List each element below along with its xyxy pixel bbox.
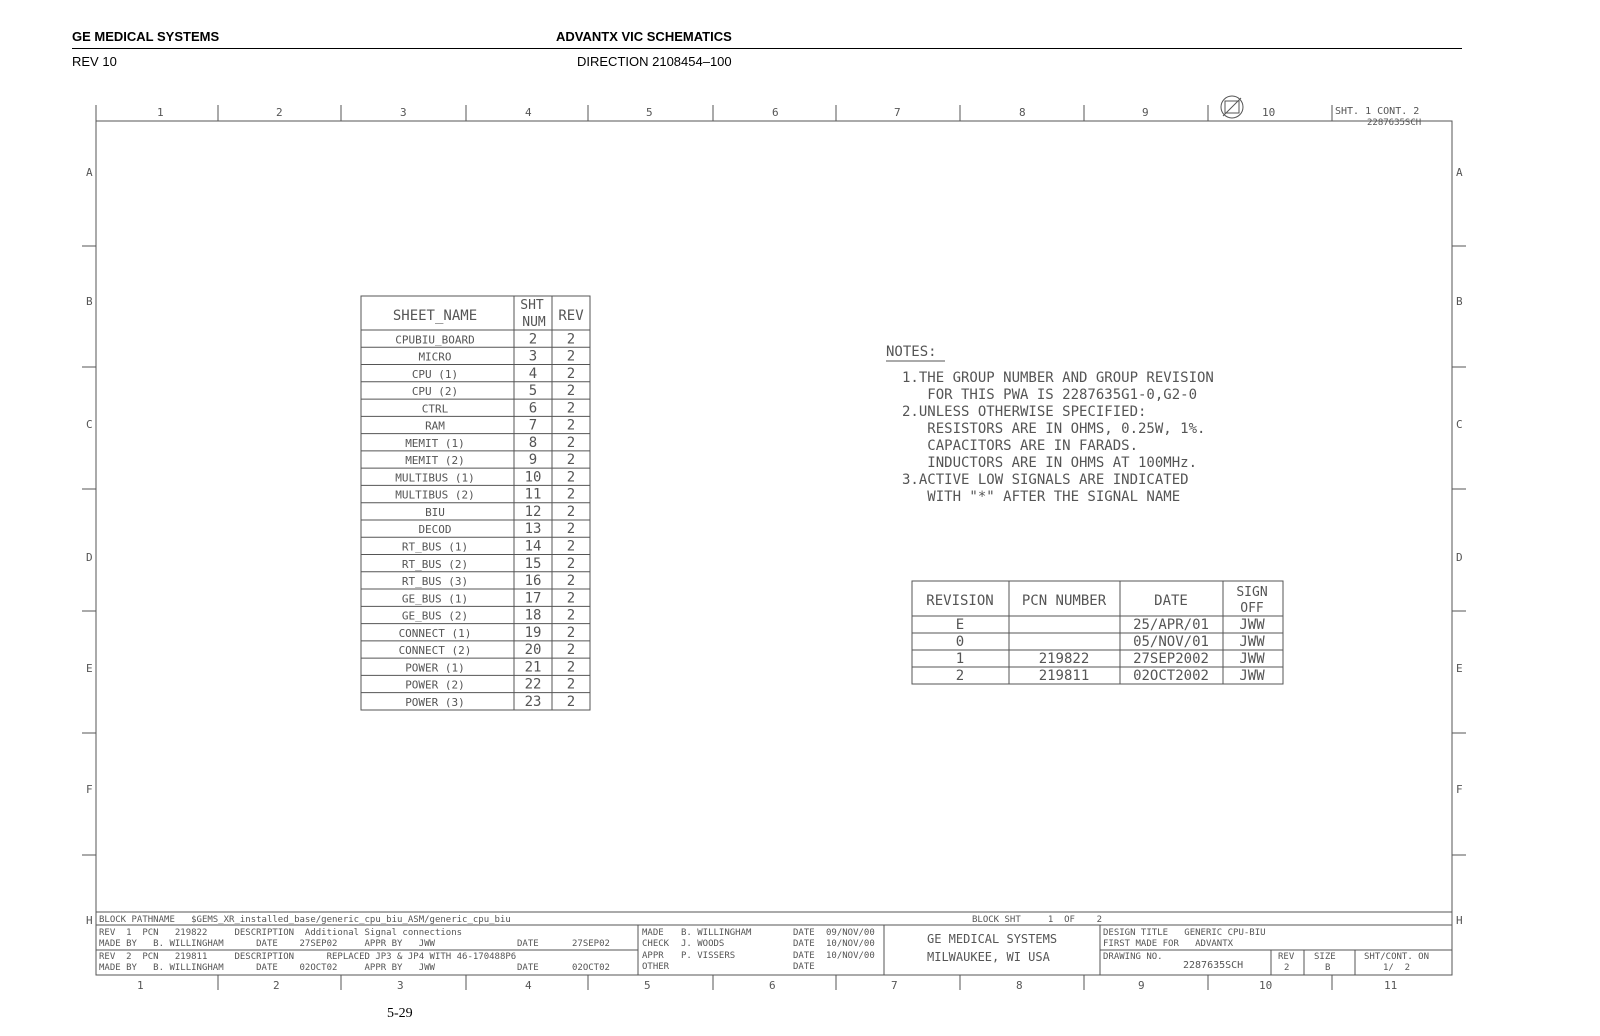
col-label: 7 [891,979,898,992]
revision-cell: E [955,617,965,633]
approval-date-label: DATE [793,928,815,938]
sheet-num-cell: 2 [528,331,538,348]
sign-off-cell: JWW [1239,617,1265,633]
sheet-rev-cell: 2 [566,417,576,434]
pcn-number-header: PCN NUMBER [1021,593,1107,609]
sheet-name-header: SHEET_NAME [392,308,478,324]
row-label: C [86,418,93,431]
date-header: DATE [1154,593,1188,609]
sheet-rev-cell: 2 [566,555,576,572]
num-header: NUM [522,315,546,330]
note-line: 1.THE GROUP NUMBER AND GROUP REVISION [902,370,1214,386]
col-label: 11 [1384,979,1398,992]
sheet-name-cell: CONNECT (2) [398,644,472,658]
col-label: 9 [1138,979,1145,992]
rev1-date: 27SEP02 [572,939,610,949]
col-label: 1 [157,106,164,119]
sheet-name-cell: CPU (1) [411,367,459,381]
sheet-name-cell: POWER (2) [405,678,465,692]
sheet-rev-cell: 2 [566,590,576,607]
first-made-for: FIRST MADE FOR ADVANTX [1103,939,1234,949]
sheet-name-cell: POWER (1) [405,661,465,675]
drawing-reference: 2287635SCH [1367,118,1422,128]
col-label: 2 [276,106,283,119]
sheet-rev-cell: 2 [566,331,576,348]
col-label: 2 [273,979,280,992]
approval-date-label: DATE [793,951,815,961]
sheet-rev-cell: 2 [566,434,576,451]
drawing-number: 2287635SCH [1183,960,1244,971]
revision-cell: 1 [955,651,965,667]
sheet-name-cell: RT_BUS (1) [401,540,469,554]
rev2-date: 02OCT02 [572,963,610,973]
off-header: OFF [1240,601,1264,616]
drawing-no-label: DRAWING NO. [1103,952,1163,962]
sign-header: SIGN [1236,585,1268,600]
sheet-num-cell: 8 [528,434,538,451]
rev2-line1: REV 2 PCN 219811 DESCRIPTION REPLACED JP3 & JP4 WITH 46-170488P6 [99,952,517,962]
col-label: 4 [525,106,532,119]
sheet-index-table [361,296,590,710]
col-label: 5 [644,979,651,992]
approval-role: APPR [642,951,664,961]
sheet-num-cell: 22 [524,676,542,693]
sheet-name-cell: GE_BUS (1) [401,592,469,606]
sheet-rev-cell: 2 [566,486,576,503]
document-title: ADVANTX VIC SCHEMATICS [556,29,732,44]
rev-header: REV [558,308,584,324]
row-label: H [1456,914,1463,927]
sheet-num-cell: 12 [524,503,542,520]
approval-date: 10/NOV/00 [826,939,875,949]
sheet-name-cell: RT_BUS (3) [401,575,469,589]
block-sheet: BLOCK SHT 1 OF 2 [972,915,1103,925]
row-label: B [86,295,93,308]
col-label: 6 [769,979,776,992]
title-block [96,912,1452,975]
col-label: 10 [1259,979,1273,992]
sheet-rev-cell: 2 [566,383,576,400]
sheet-name-cell: MEMIT (2) [405,454,465,468]
approval-role: MADE [642,928,664,938]
approval-role: CHECK [642,939,670,949]
size-value: B [1325,963,1331,973]
sheet-rev-cell: 2 [566,642,576,659]
row-label: E [1456,662,1463,675]
sheet-name-cell: MULTIBUS (1) [395,471,475,485]
sheet-num-cell: 9 [528,452,538,469]
sheet-name-cell: GE_BUS (2) [401,609,469,623]
sheet-reference: SHT. 1 CONT. 2 [1335,106,1420,117]
note-line: 2.UNLESS OTHERWISE SPECIFIED: [902,404,1147,420]
sht-cont-value: 1/ 2 [1383,963,1411,973]
sheet-num-cell: 20 [524,642,542,659]
sheet-rev-cell: 2 [566,469,576,486]
pcn-cell: 219811 [1038,668,1090,684]
row-label: F [86,783,93,796]
col-label: 1 [137,979,144,992]
note-line: FOR THIS PWA IS 2287635G1-0,G2-0 [902,387,1198,403]
sign-off-cell: JWW [1239,651,1265,667]
sht-header: SHT [520,298,544,313]
date-cell: 05/NOV/01 [1133,634,1209,650]
row-label: B [1456,295,1463,308]
revision-cell: 0 [955,634,965,650]
company-header: GE MEDICAL SYSTEMS [72,29,220,44]
approval-date-label: DATE [793,939,815,949]
note-line: RESISTORS ARE IN OHMS, 0.25W, 1%. [902,421,1206,437]
row-label: E [86,662,93,675]
date-cell: 02OCT2002 [1133,668,1209,684]
sheet-num-cell: 18 [524,607,542,624]
sheet-num-cell: 5 [528,383,538,400]
sheet-name-cell: POWER (3) [405,695,465,709]
note-line: INDUCTORS ARE IN OHMS AT 100MHz. [902,455,1198,471]
sheet-num-cell: 6 [528,400,538,417]
sheet-name-cell: RAM [425,419,445,433]
revision-header: REVISION [926,593,994,609]
sheet-rev-cell: 2 [566,693,576,710]
sheet-num-cell: 15 [524,555,542,572]
rev1-date-label: DATE [517,939,539,949]
col-label: 10 [1262,106,1276,119]
sheet-name-cell: CPUBIU_BOARD [395,333,475,347]
col-label: 6 [772,106,779,119]
notes-title: NOTES: [886,344,937,360]
sheet-name-cell: DECOD [418,523,452,537]
sheet-rev-cell: 2 [566,607,576,624]
company-name: GE MEDICAL SYSTEMS [927,932,1058,946]
rev2-line2: MADE BY B. WILLINGHAM DATE 02OCT02 APPR BY JWW [99,963,435,973]
sheet-name-cell: CONNECT (1) [398,626,472,640]
sheet-rev-cell: 2 [566,452,576,469]
sheet-num-cell: 11 [524,486,542,503]
block-pathname: BLOCK PATHNAME $GEMS_XR_installed_base/generic_cpu_biu_ASM/generic_cpu_biu [99,915,511,925]
rev1-line1: REV 1 PCN 219822 DESCRIPTION Additional Signal connections [99,928,463,938]
sheet-num-cell: 10 [524,469,542,486]
col-label: 8 [1019,106,1026,119]
approval-role: OTHER [642,962,670,972]
sheet-name-cell: MEMIT (1) [405,436,465,450]
sheet-rev-cell: 2 [566,348,576,365]
rev1-line2: MADE BY B. WILLINGHAM DATE 27SEP02 APPR BY JWW [99,939,435,949]
pcn-cell: 219822 [1038,651,1090,667]
sheet-name-cell: RT_BUS (2) [401,557,469,571]
sheet-rev-cell: 2 [566,624,576,641]
note-line: WITH "*" AFTER THE SIGNAL NAME [902,489,1181,505]
approval-date: 10/NOV/00 [826,951,875,961]
sheet-num-cell: 14 [524,538,542,555]
rev-value: 2 [1284,963,1290,973]
rev-label: REV [1278,952,1295,962]
date-cell: 27SEP2002 [1133,651,1209,667]
sheet-name-cell: CPU (2) [411,385,459,399]
row-label: D [86,551,93,564]
projection-symbol-icon [1221,96,1243,118]
revision-label: REV 10 [72,54,117,69]
col-label: 4 [525,979,532,992]
col-label: 3 [397,979,404,992]
sheet-name-cell: MULTIBUS (2) [395,488,475,502]
sht-cont-label: SHT/CONT. ON [1364,952,1430,962]
design-title: DESIGN TITLE GENERIC CPU-BIU [1103,928,1266,938]
revision-cell: 2 [955,668,965,684]
note-line: CAPACITORS ARE IN FARADS. [902,438,1139,454]
sheet-rev-cell: 2 [566,659,576,676]
approval-date-label: DATE [793,962,815,972]
col-label: 8 [1016,979,1023,992]
size-label: SIZE [1314,952,1336,962]
col-label: 7 [894,106,901,119]
date-cell: 25/APR/01 [1133,617,1209,633]
sheet-rev-cell: 2 [566,521,576,538]
col-label: 9 [1142,106,1149,119]
sheet-rev-cell: 2 [566,573,576,590]
notes-block [886,344,1214,505]
sheet-num-cell: 7 [528,417,538,434]
sheet-name-cell: CTRL [421,402,449,416]
col-label: 3 [400,106,407,119]
sheet-rev-cell: 2 [566,503,576,520]
sheet-name-cell: BIU [425,505,445,519]
sheet-num-cell: 3 [528,348,538,365]
approval-name: B. WILLINGHAM [681,928,752,938]
sheet-num-cell: 13 [524,521,542,538]
sheet-rev-cell: 2 [566,538,576,555]
row-label: H [86,914,93,927]
revision-table [912,581,1283,684]
sign-off-cell: JWW [1239,634,1265,650]
approval-date: 09/NOV/00 [826,928,875,938]
row-label: A [1456,166,1463,179]
sheet-num-cell: 16 [524,573,542,590]
sign-off-cell: JWW [1239,668,1265,684]
page-number: 5-29 [387,1006,413,1021]
sheet-rev-cell: 2 [566,365,576,382]
sheet-num-cell: 4 [528,365,538,382]
rev2-date-label: DATE [517,963,539,973]
sheet-rev-cell: 2 [566,676,576,693]
company-location: MILWAUKEE, WI USA [927,950,1050,964]
sheet-num-cell: 21 [524,659,542,676]
col-label: 5 [646,106,653,119]
sheet-rev-cell: 2 [566,400,576,417]
note-line: 3.ACTIVE LOW SIGNALS ARE INDICATED [902,472,1189,488]
approval-name: P. VISSERS [681,951,736,961]
sheet-num-cell: 23 [524,693,542,710]
row-label: A [86,166,93,179]
approval-name: J. WOODS [681,939,725,949]
row-label: D [1456,551,1463,564]
row-label: F [1456,783,1463,796]
direction-label: DIRECTION 2108454–100 [577,54,732,69]
sheet-num-cell: 19 [524,624,542,641]
drawing-frame [96,121,1452,975]
sheet-num-cell: 17 [524,590,542,607]
sheet-name-cell: MICRO [418,350,452,364]
row-label: C [1456,418,1463,431]
